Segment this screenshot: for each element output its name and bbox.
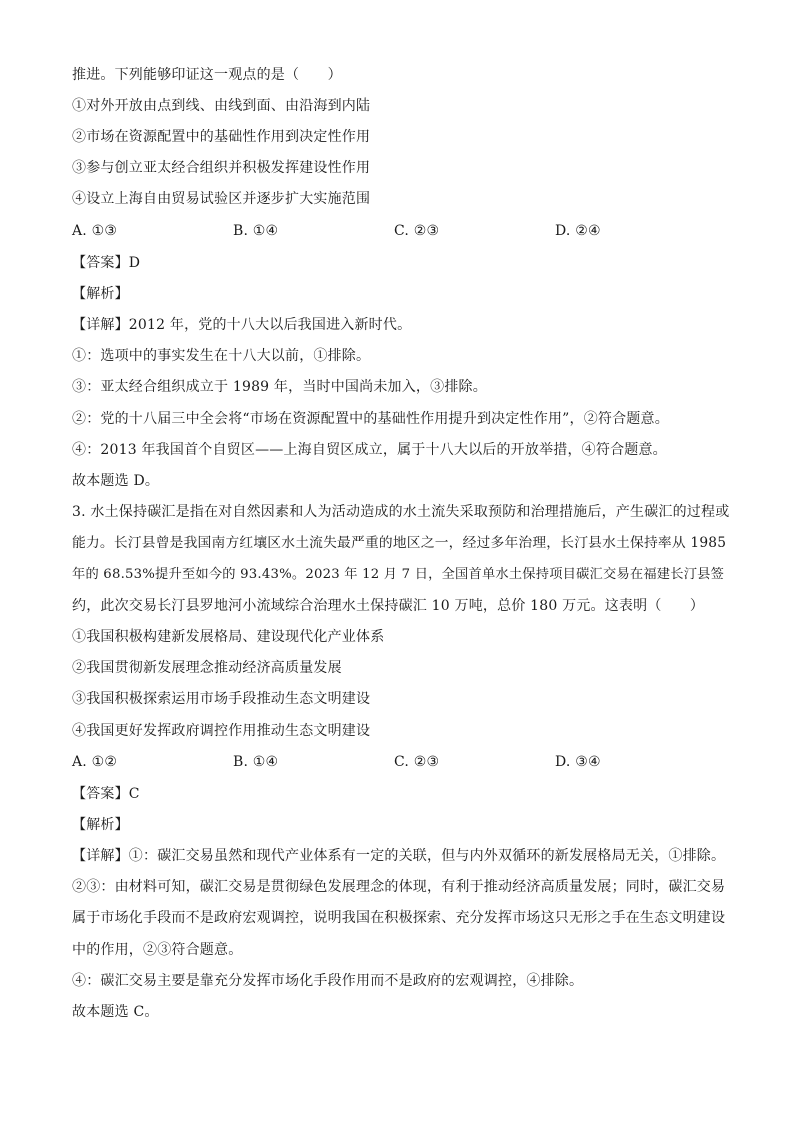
detail-line: ④：2013 年我国首个自贸区——上海自贸区成立，属于十八大以后的开放举措，④符合题意。 — [72, 442, 667, 458]
statement-1: ①我国积极构建新发展格局、建设现代化产业体系 — [72, 629, 385, 645]
detail-line: 中的作用，②③符合题意。 — [72, 942, 243, 958]
detail-line: ①：选项中的事实发生在十八大以前，①排除。 — [72, 348, 371, 364]
option-a: A. ①③ — [72, 223, 118, 239]
statement-3: ③参与创立亚太经合组织并积极发挥建设性作用 — [72, 160, 371, 176]
option-c: C. ②③ — [394, 754, 440, 770]
detail-line: ④：碳汇交易主要是靠充分发挥市场化手段作用而不是政府的宏观调控，④排除。 — [72, 973, 584, 989]
question-stem-line: 能力。长汀县曾是我国南方红壤区水土流失最严重的地区之一，经过多年治理，长汀县水土保持率从 1985 — [72, 535, 727, 551]
statement-2: ②市场在资源配置中的基础性作用到决定性作用 — [72, 129, 371, 145]
option-b: B. ①④ — [233, 754, 279, 770]
detail-line: 属于市场化手段而不是政府宏观调控，说明我国在积极探索、充分发挥市场这只无形之手在生态文明建设 — [72, 910, 726, 926]
option-b: B. ①④ — [233, 223, 279, 239]
detail-line: ②：党的十八届三中全会将“市场在资源配置中的基础性作用提升到决定性作用”，②符合题意。 — [72, 411, 669, 427]
statement-4: ④设立上海自由贸易试验区并逐步扩大实施范围 — [72, 191, 371, 207]
detail-line: 【详解】2012 年，党的十八大以后我国进入新时代。 — [72, 317, 412, 333]
question-stem-line: 3. 水土保持碳汇是指在对自然因素和人为活动造成的水土流失采取预防和治理措施后，产生碳汇的过程或 — [72, 504, 730, 520]
detail-line: ③：亚太经合组织成立于 1989 年，当时中国尚未加入，③排除。 — [72, 379, 487, 395]
detail-line: 【详解】①：碳汇交易虽然和现代产业体系有一定的关联，但与内外双循环的新发展格局无关，①排除。 — [72, 848, 726, 864]
answer-options — [72, 222, 732, 240]
conclusion-line: 故本题选 C。 — [72, 1004, 159, 1020]
analysis-label: 【解析】 — [72, 817, 129, 833]
option-a: A. ①② — [72, 754, 118, 770]
question-stem-line: 约，此次交易长汀县罗地河小流域综合治理水土保持碳汇 10 万吨，总价 180 万元。这表明（ ） — [72, 598, 705, 614]
question-stem-tail: 推进。下列能够印证这一观点的是（ ） — [72, 67, 342, 83]
statement-2: ②我国贯彻新发展理念推动经济高质量发展 — [72, 660, 342, 676]
conclusion-line: 故本题选 D。 — [72, 473, 160, 489]
statement-1: ①对外开放由点到线、由线到面、由沿海到内陆 — [72, 98, 371, 114]
option-d: D. ③④ — [555, 754, 601, 770]
statement-4: ④我国更好发挥政府调控作用推动生态文明建设 — [72, 723, 371, 739]
option-c: C. ②③ — [394, 223, 440, 239]
answer-label: 【答案】D — [72, 255, 141, 271]
detail-line: ②③：由材料可知，碳汇交易是贯彻绿色发展理念的体现，有利于推动经济高质量发展；同时，碳汇交易 — [72, 879, 726, 895]
answer-label: 【答案】C — [72, 786, 140, 802]
option-d: D. ②④ — [555, 223, 601, 239]
analysis-label: 【解析】 — [72, 286, 129, 302]
statement-3: ③我国积极探索运用市场手段推动生态文明建设 — [72, 691, 371, 707]
question-stem-line: 年的 68.53%提升至如今的 93.43%。2023 年 12 月 7 日，全国首单水土保持项目碳汇交易在福建长汀县签 — [72, 567, 725, 582]
answer-options — [72, 753, 732, 771]
